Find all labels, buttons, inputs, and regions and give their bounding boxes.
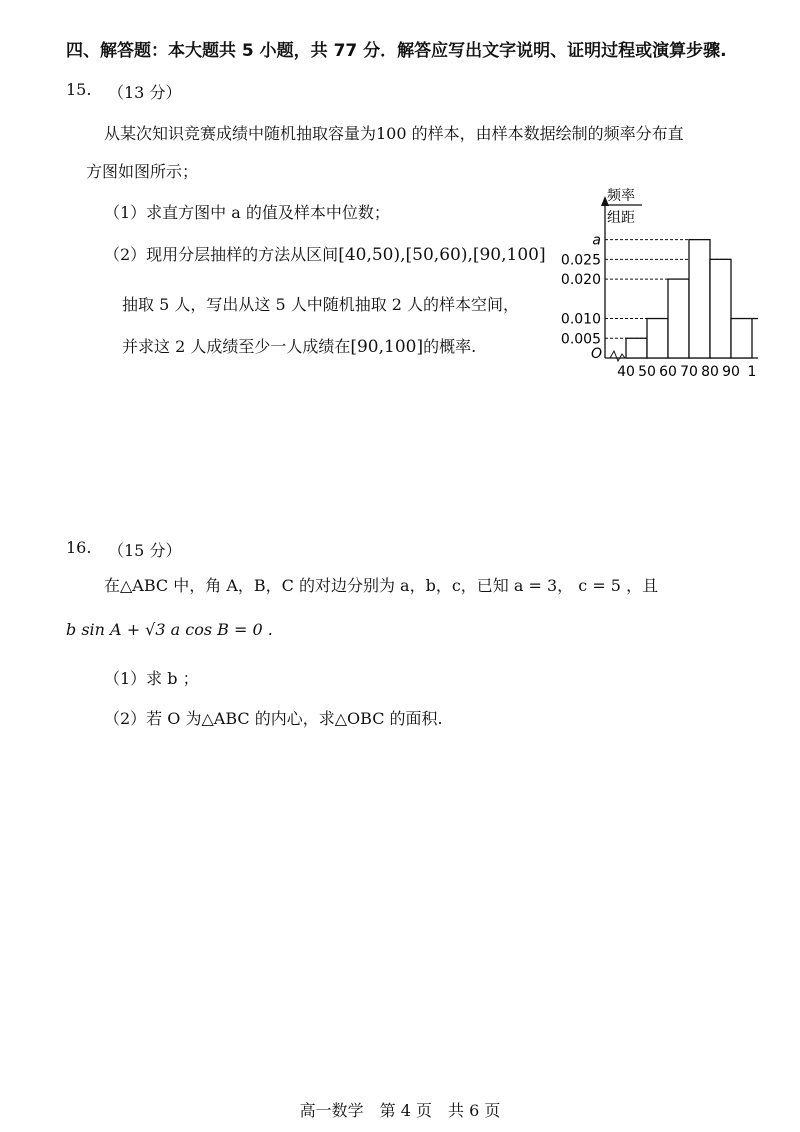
x-tick-label: 50 bbox=[638, 364, 656, 378]
q15-part2-text-c: 并求这 2 人成绩至少一人成绩在 bbox=[122, 337, 351, 356]
histogram-bar bbox=[689, 240, 710, 358]
q15-part2-line2: 抽取 5 人，写出从这 5 人中随机抽取 2 人的样本空间， bbox=[122, 295, 520, 314]
histogram-bar bbox=[710, 259, 731, 358]
x-tick-label: 60 bbox=[659, 364, 677, 378]
x-tick-label: 70 bbox=[680, 364, 698, 378]
q15-part2-interval: [90,100] bbox=[350, 337, 424, 357]
histogram-bar bbox=[626, 338, 647, 358]
x-tick-label: 90 bbox=[722, 364, 740, 378]
x-tick-label: 1 bbox=[747, 364, 757, 378]
q15-number: 15. bbox=[66, 80, 92, 99]
x-tick-label: 40 bbox=[617, 364, 635, 378]
q15-part2-line3 bbox=[122, 334, 476, 357]
y-tick-group bbox=[561, 233, 601, 348]
y-tick-label: 0.025 bbox=[560, 252, 601, 269]
q16-formula: b sin A + √3 a cos B = 0 . bbox=[66, 620, 273, 639]
histogram-bar bbox=[647, 319, 668, 358]
y-label-top: 频率 bbox=[607, 188, 635, 204]
page-footer: 高一数学 第 4 页 共 6 页 bbox=[299, 1101, 501, 1120]
q15-points: （13 分） bbox=[108, 83, 182, 102]
q16-part1: （1）求 b ； bbox=[104, 669, 199, 688]
q15-part2-intervals: [40,50),[50,60),[90,100] bbox=[338, 245, 546, 265]
bar-group bbox=[626, 240, 758, 358]
q16-intro: 在△ABC 中，角 A，B，C 的对边分别为 a，b，c，已知 a = 3， c = 5 ，且 bbox=[104, 576, 659, 595]
q15-part1: （1）求直方图中 a 的值及样本中位数； bbox=[104, 203, 390, 222]
section-header: 四、解答题：本大题共 5 小题，共 77 分．解答应写出文字说明、证明过程或演算步骤. bbox=[66, 41, 727, 61]
y-label-bottom: 组距 bbox=[607, 210, 635, 226]
q15-part2-line1 bbox=[104, 242, 546, 265]
x-tick-label: 80 bbox=[701, 364, 719, 378]
y-tick-label: 0.005 bbox=[560, 331, 601, 348]
q16-points: （15 分） bbox=[108, 541, 182, 560]
histogram-bar bbox=[731, 319, 752, 358]
axis-break-icon bbox=[610, 351, 625, 361]
origin-label: O bbox=[591, 346, 603, 362]
y-tick-label: 0.020 bbox=[560, 272, 601, 289]
x-tick-group bbox=[617, 364, 756, 378]
q15-intro-line1: 从某次知识竞赛成绩中随机抽取容量为100 的样本，由样本数据绘制的频率分布直 bbox=[104, 124, 684, 143]
histogram-bar bbox=[668, 279, 689, 358]
frequency-histogram bbox=[560, 182, 760, 378]
y-tick-label: 0.010 bbox=[560, 311, 601, 328]
q15-intro-line2: 方图如图所示； bbox=[86, 162, 199, 181]
q16-number: 16. bbox=[66, 538, 92, 557]
q15-part2-text-end: 的概率. bbox=[423, 337, 477, 356]
q15-part2-text: （2）现用分层抽样的方法从区间 bbox=[104, 245, 339, 264]
q16-part2: （2）若 O 为△ABC 的内心，求△OBC 的面积. bbox=[104, 709, 443, 728]
y-tick-label: a bbox=[592, 232, 601, 249]
